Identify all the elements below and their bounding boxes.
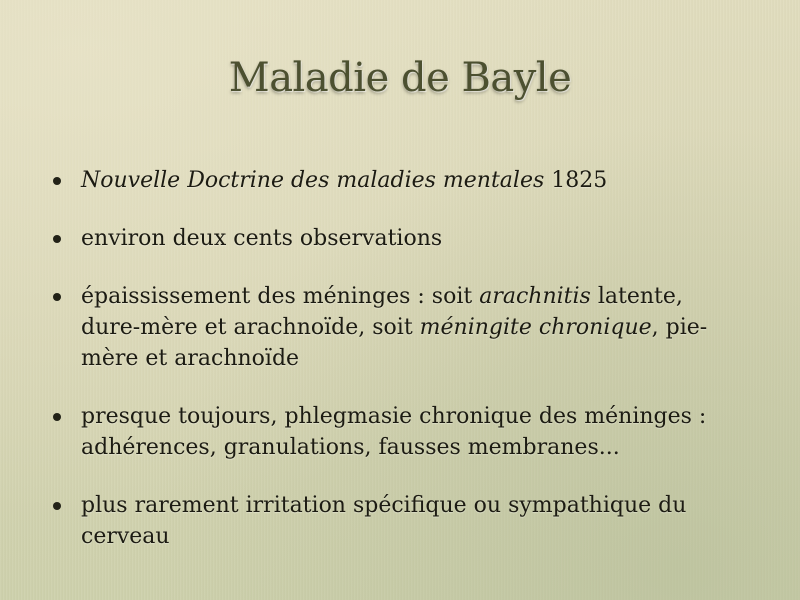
bullet-icon [53,293,61,301]
bullet-text: épaississement des méninges : soit [81,284,480,309]
bullet-text: , pie-mère et arachnoïde [81,315,708,371]
publication-year: 1825 [544,168,608,193]
bullet-icon [53,413,61,421]
term-arachnitis: arachnitis [479,284,591,309]
bullet-icon [53,502,61,510]
bullet-list [50,165,740,552]
bullet-icon [53,177,61,185]
book-title: Nouvelle Doctrine des maladies mentales [81,168,545,193]
bullet-text: plus rarement irritation spécifique ou sympathique du cerveau [81,493,687,549]
term-meningite-chronique: méningite chronique [419,315,652,340]
bullet-text: presque toujours, phlegmasie chronique des méninges : adhérences, granulations, fausses membranes... [81,404,707,460]
slide-title: Maladie de Bayle [228,55,572,101]
bullet-item-4 [50,401,740,463]
bullet-item-3 [50,281,740,374]
bullet-item-1 [50,165,740,196]
bullet-text: latente, dure-mère et arachnoïde, soit [81,284,683,340]
bullet-item-5 [50,490,740,552]
bullet-item-2 [50,223,740,254]
bullet-icon [53,235,61,243]
bullet-text: environ deux cents observations [81,226,443,251]
